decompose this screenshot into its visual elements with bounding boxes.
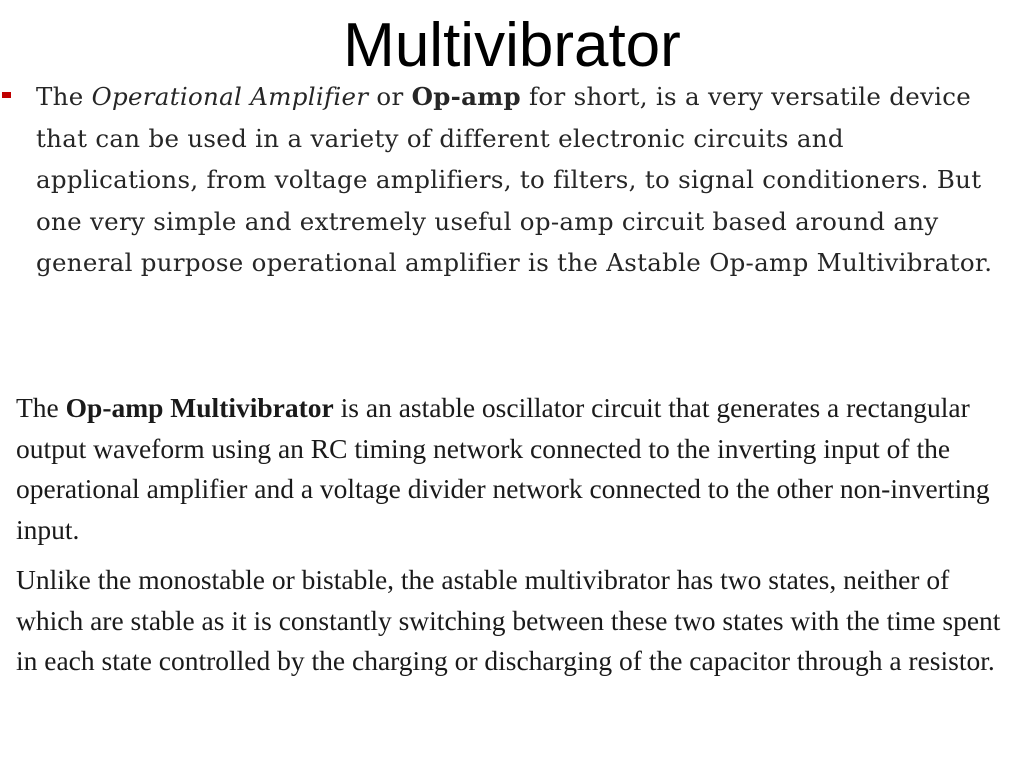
paragraph-astable-states: Unlike the monostable or bistable, the astable multivibrator has two states, neither of which are stable as it is constantly switching between these two states with the time spent in each state controlled by the charging or discharging of the capacitor through a resistor.: [16, 564, 1001, 676]
operational-amplifier-term: Operational Amplifier: [91, 82, 369, 111]
paragraph-op-amp-multivibrator: [16, 388, 1016, 550]
bullet-paragraph: [36, 76, 1011, 284]
bullet-square-icon: [2, 92, 11, 98]
paragraph1-body: is an astable oscillator circuit that generates a rectangular output waveform using an RC timing network connected to the inverting input of the operational amplifier and a voltage divider network connected to the other non-inverting input.: [16, 392, 990, 545]
bullet-text-lead: The: [36, 82, 92, 111]
op-amp-term: Op-amp: [411, 82, 521, 111]
slide-title: Multivibrator: [343, 11, 681, 80]
op-amp-multivibrator-term: Op-amp Multivibrator: [65, 392, 334, 423]
bullet-text-body: for short, is a very versatile device that can be used in a variety of different electronic circuits and applications, from voltage amplifiers, to filters, to signal conditioners. But one very simple and extremely useful op-amp circuit based around any general purpose operational amplifier is the Astable Op-amp Multivibrator.: [36, 82, 993, 277]
bullet-text-or: or: [368, 82, 412, 111]
paragraph1-lead: The: [16, 392, 66, 423]
